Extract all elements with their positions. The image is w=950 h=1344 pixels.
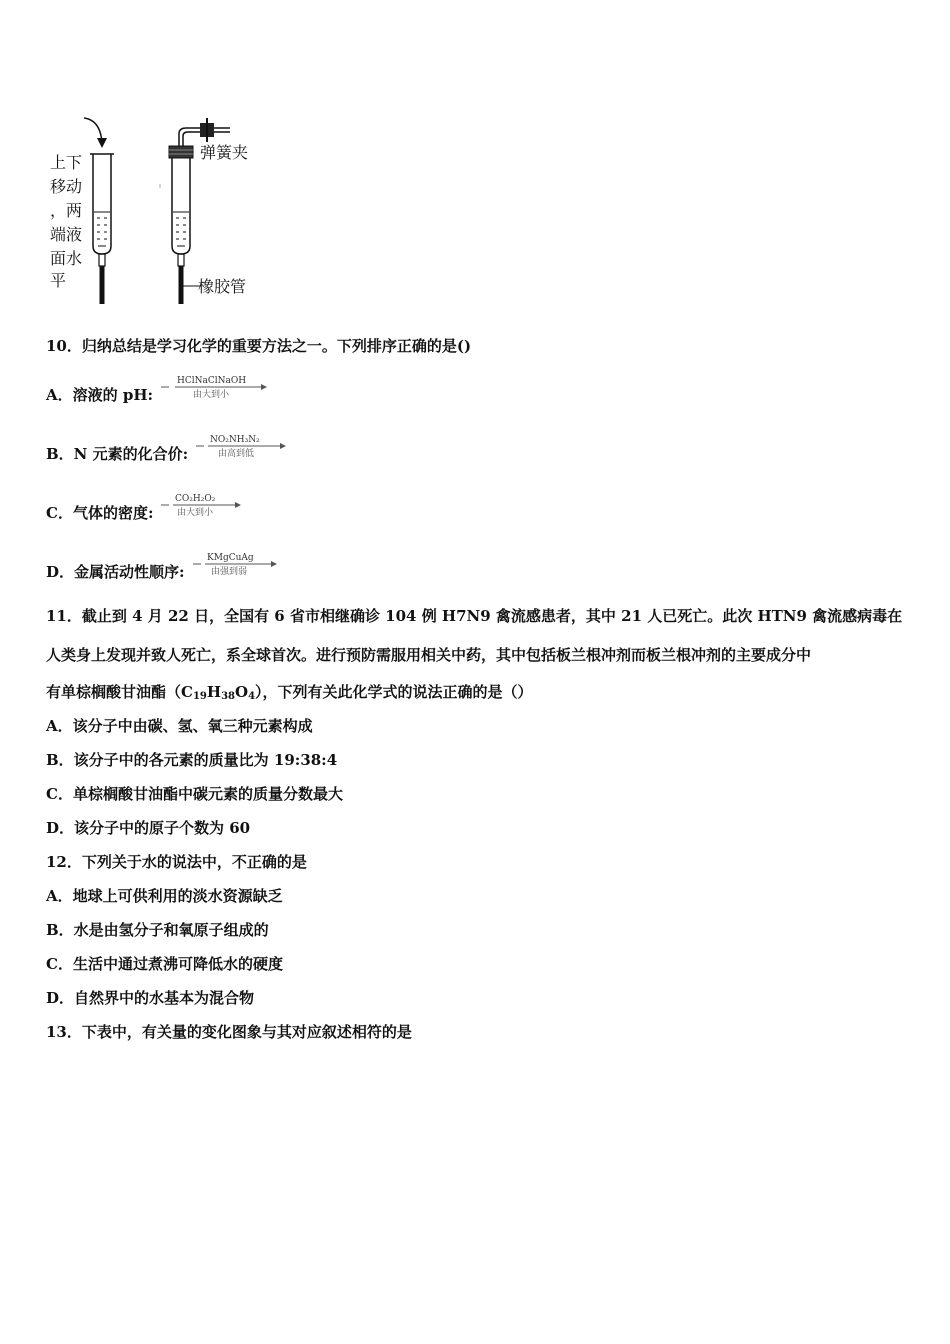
q10-option-c-label: C．气体的密度: xyxy=(46,504,154,522)
q10-option-a xyxy=(46,376,269,410)
q10-option-a-top: HClNaClNaOH xyxy=(177,376,247,386)
q11-sub-c: 19 xyxy=(192,691,207,702)
q10-option-c-arrow xyxy=(159,490,249,518)
left-label-4: 端液 xyxy=(50,225,83,244)
q11-sub-o: 4 xyxy=(248,691,256,702)
left-tube xyxy=(90,154,114,266)
left-label-6: 平 xyxy=(50,271,67,290)
q10-option-a-bottom: 由大到小 xyxy=(193,390,230,400)
q11-stem-line3 xyxy=(46,682,533,707)
q11-stem-line1: 11．截止到 4 月 22 日，全国有 6 省市相继确诊 104 例 H7N9 禽流感患者，其中 21 人已死亡。此次 HTN9 禽流感病毒在 xyxy=(46,607,903,625)
spring-clip-label: 弹簧夹 xyxy=(200,143,249,162)
rubber-tube xyxy=(102,266,181,304)
q10-option-b-bottom: 由高到低 xyxy=(218,449,255,459)
q10-option-c xyxy=(46,494,249,528)
q11-formula-o: O xyxy=(234,683,249,701)
q12-option-c: C．生活中通过煮沸可降低水的硬度 xyxy=(46,955,283,973)
q11-formula-post: ），下列有关此化学式的说法正确的是（） xyxy=(255,683,533,701)
right-tube xyxy=(160,118,230,266)
q11-sub-h: 38 xyxy=(221,691,235,702)
q10-option-b xyxy=(46,435,294,469)
q11-formula-h: H xyxy=(206,683,222,701)
q10-option-d-label: D．金属活动性顺序: xyxy=(46,563,185,581)
left-label-1: 上下 xyxy=(50,153,83,172)
q10-option-b-arrow xyxy=(194,431,294,459)
apparatus-diagram xyxy=(40,108,280,304)
q10-option-d xyxy=(46,553,281,587)
q10-option-c-top: CO₂H₂O₂ xyxy=(175,494,216,504)
q10-option-b-label: B．N 元素的化合价: xyxy=(46,445,189,463)
q11-option-c: C．单棕榈酸甘油酯中碳元素的质量分数最大 xyxy=(46,785,343,803)
q10-option-b-top: NO₂NH₃N₂ xyxy=(210,435,260,445)
left-label-5: 面水 xyxy=(50,249,83,268)
q12-option-a: A．地球上可供利用的淡水资源缺乏 xyxy=(46,887,283,905)
q10-option-d-arrow xyxy=(191,549,281,577)
q11-option-d: D．该分子中的原子个数为 60 xyxy=(46,819,251,837)
move-arrowhead-icon xyxy=(97,138,107,148)
q11-option-a: A．该分子中由碳、氢、氧三种元素构成 xyxy=(46,717,313,735)
q12-option-b: B．水是由氢分子和氧原子组成的 xyxy=(46,921,269,939)
q12-stem: 12．下列关于水的说法中，不正确的是 xyxy=(46,853,307,871)
rubber-tube-label: 橡胶管 xyxy=(198,277,247,296)
stopper xyxy=(169,146,193,158)
q10-option-a-arrow xyxy=(159,372,269,400)
left-label-2: 移动 xyxy=(50,177,83,196)
q10-option-c-bottom: 由大到小 xyxy=(177,508,214,518)
q11-formula-pre: 有单棕榈酸甘油酯（C xyxy=(46,683,193,701)
q10-option-d-top: KMgCuAg xyxy=(206,553,254,563)
q10-option-a-label: A．溶液的 pH: xyxy=(46,386,154,404)
q10-option-d-bottom: 由强到弱 xyxy=(210,567,247,577)
q13-stem: 13．下表中，有关量的变化图象与其对应叙述相符的是 xyxy=(46,1023,412,1041)
q11-option-b: B．该分子中的各元素的质量比为 19:38:4 xyxy=(46,751,338,769)
left-label-3: ，两 xyxy=(50,201,83,220)
q10-stem: 10．归纳总结是学习化学的重要方法之一。下列排序正确的是() xyxy=(46,337,472,355)
q11-stem-line2: 人类身上发现并致人死亡，系全球首次。进行预防需服用相关中药，其中包括板兰根冲剂而板兰根冲剂的主要成分中 xyxy=(46,646,812,664)
q12-option-d: D．自然界中的水基本为混合物 xyxy=(46,989,255,1007)
